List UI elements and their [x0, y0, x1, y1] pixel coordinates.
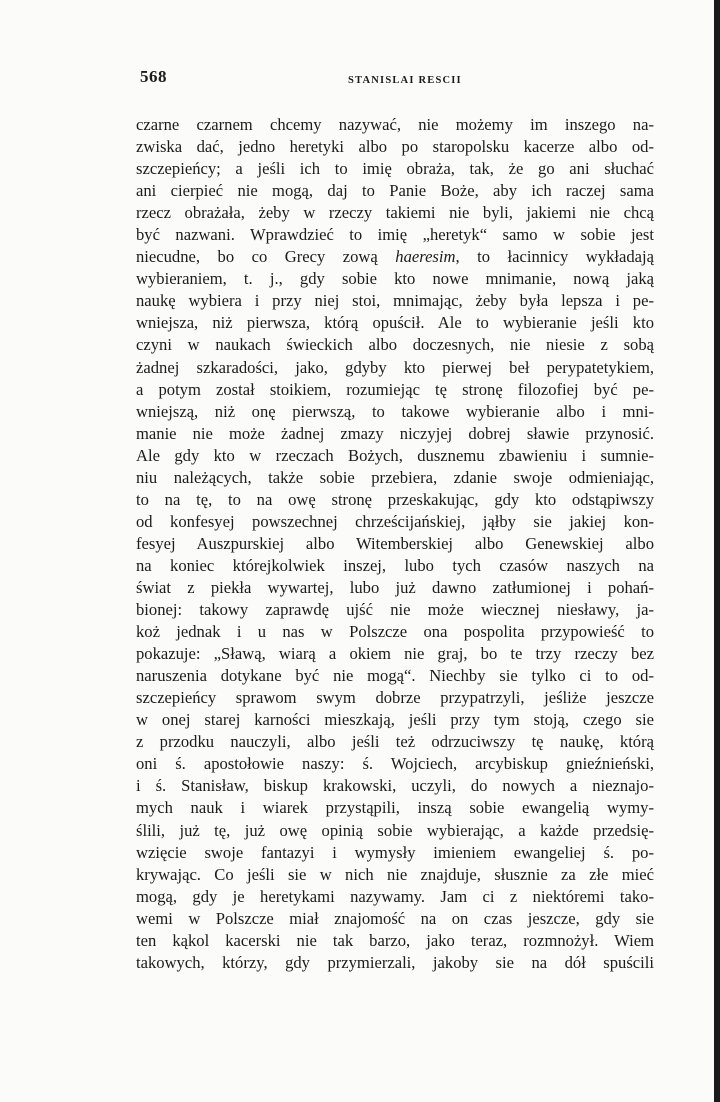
- text-line: w onej starej karności mieszkają, jeśli przy tym stoją, czego sie: [136, 710, 654, 730]
- text-line: mych nauk i wiarek przystąpili, inszą sobie ewangelią wymy-: [136, 798, 654, 818]
- running-head: STANISLAI RESCII: [348, 75, 462, 86]
- text-line: takowych, którzy, gdy przymierzali, jakoby sie na dół spuścili: [136, 952, 654, 972]
- text-line: rzecz obrażała, żeby w rzeczy takiemi nie byli, jakiemi nie chcą: [136, 203, 654, 223]
- text-line: naruszenia dotykane być nie mogą“. Niechby sie tylko ci to od-: [136, 666, 654, 686]
- text-line: żadnej szkaradości, jako, gdyby kto pierwej beł perypatetykiem,: [136, 357, 654, 377]
- text-line: ślili, już tę, już owę opinią sobie wybierając, a każde przedsię-: [136, 820, 654, 840]
- text-line: i ś. Stanisław, biskup krakowski, uczyli, do nowych a nieznajo-: [136, 776, 654, 796]
- page-edge-shadow: [714, 0, 720, 1102]
- text-line: czyni w naukach świeckich albo doczesnych, nie niesie z sobą: [136, 335, 654, 355]
- text-line: pokazuje: „Sławą, wiarą a okiem nie graj, bo te trzy rzeczy bez: [136, 644, 654, 664]
- text-line: krywając. Co jeśli sie w nich nie znajduje, słusznie za złe mieć: [136, 864, 654, 884]
- text-line: być nazwani. Wprawdzieć to imię „heretyk“ samo w sobie jest: [136, 225, 654, 245]
- text-line: mogą, gdy je heretykami nazywamy. Jam ci z niektóremi tako-: [136, 886, 654, 906]
- text-line: szczepieńcy sprawom swym dobrze przypatrzyli, jeśliże jeszcze: [136, 688, 654, 708]
- text-line: ani cierpieć nie mogą, daj to Panie Boże, aby ich raczej sama: [136, 181, 654, 201]
- text-line: a potym został stoikiem, rozumiejąc tę stronę filozofiej być pe-: [136, 379, 654, 399]
- text-line: wzięcie swoje fantazyi i wymysły imieniem ewangeliej ś. po-: [136, 842, 654, 862]
- text-line: manie nie może żadnej zmazy niczyjej dobrej sławie przynosić.: [136, 423, 654, 443]
- text-line: wybieraniem, t. j., gdy sobie kto nowe mnimanie, nową jaką: [136, 269, 654, 289]
- text-line: oni ś. apostołowie naszy: ś. Wojciech, arcybiskup gnieźnieński,: [136, 754, 654, 774]
- text-line: koż jednak i u nas w Polszcze ona pospolita przypowieść to: [136, 622, 654, 642]
- text-line: wniejszą, niż onę pierwszą, to takowe wybieranie albo i mni-: [136, 401, 654, 421]
- text-line: niecudne, bo co Grecy zową haeresim, to łacinnicy wykładają: [136, 247, 654, 267]
- body-text: [136, 114, 654, 974]
- text-line: wniejsza, niż pierwsza, którą opuścił. Ale to wybieranie jeśli kto: [136, 313, 654, 333]
- text-line: na koniec którejkolwiek inszej, lubo tych czasów naszych na: [136, 555, 654, 575]
- text-line: Ale gdy kto w rzeczach Bożych, dusznemu zbawieniu i sumnie-: [136, 445, 654, 465]
- text-line: z przodku nauczyli, albo jeśli też odrzuciwszy tę naukę, którą: [136, 732, 654, 752]
- text-line: szczepieńcy; a jeśli ich to imię obraża, tak, że go ani słuchać: [136, 159, 654, 179]
- text-line: od konfesyej powszechnej chrześcijańskiej, jąłby sie jakiej kon-: [136, 511, 654, 531]
- text-line: fesyej Auszpurskiej albo Witemberskiej albo Genewskiej albo: [136, 533, 654, 553]
- text-line: niu należących, także sobie przebiera, zdanie swoje odmieniając,: [136, 467, 654, 487]
- italic-term: haeresim: [395, 247, 456, 267]
- text-line: wemi w Polszcze miał znajomość na on czas jeszcze, gdy sie: [136, 908, 654, 928]
- page-header: [140, 67, 580, 97]
- text-line: ten kąkol kacerski nie tak barzo, jako teraz, rozmnożył. Wiem: [136, 930, 654, 950]
- text-line: czarne czarnem chcemy nazywać, nie możemy im inszego na-: [136, 115, 654, 134]
- page-number: 568: [140, 67, 167, 86]
- text-line: zwiska dać, jedno heretyki albo po staropolsku kacerze albo od-: [136, 137, 654, 157]
- text-line: bionej: takowy zaprawdę ujść nie może wiecznej niesławy, ja-: [136, 600, 654, 620]
- text-line: świat z piekła wywartej, lubo już dawno zatłumionej i pohań-: [136, 577, 654, 597]
- text-line: to na tę, to na owę stronę przeskakując, gdy kto odstąpiwszy: [136, 489, 654, 509]
- text-line: naukę wybiera i przy niej stoi, mnimając, żeby była lepsza i pe-: [136, 291, 654, 311]
